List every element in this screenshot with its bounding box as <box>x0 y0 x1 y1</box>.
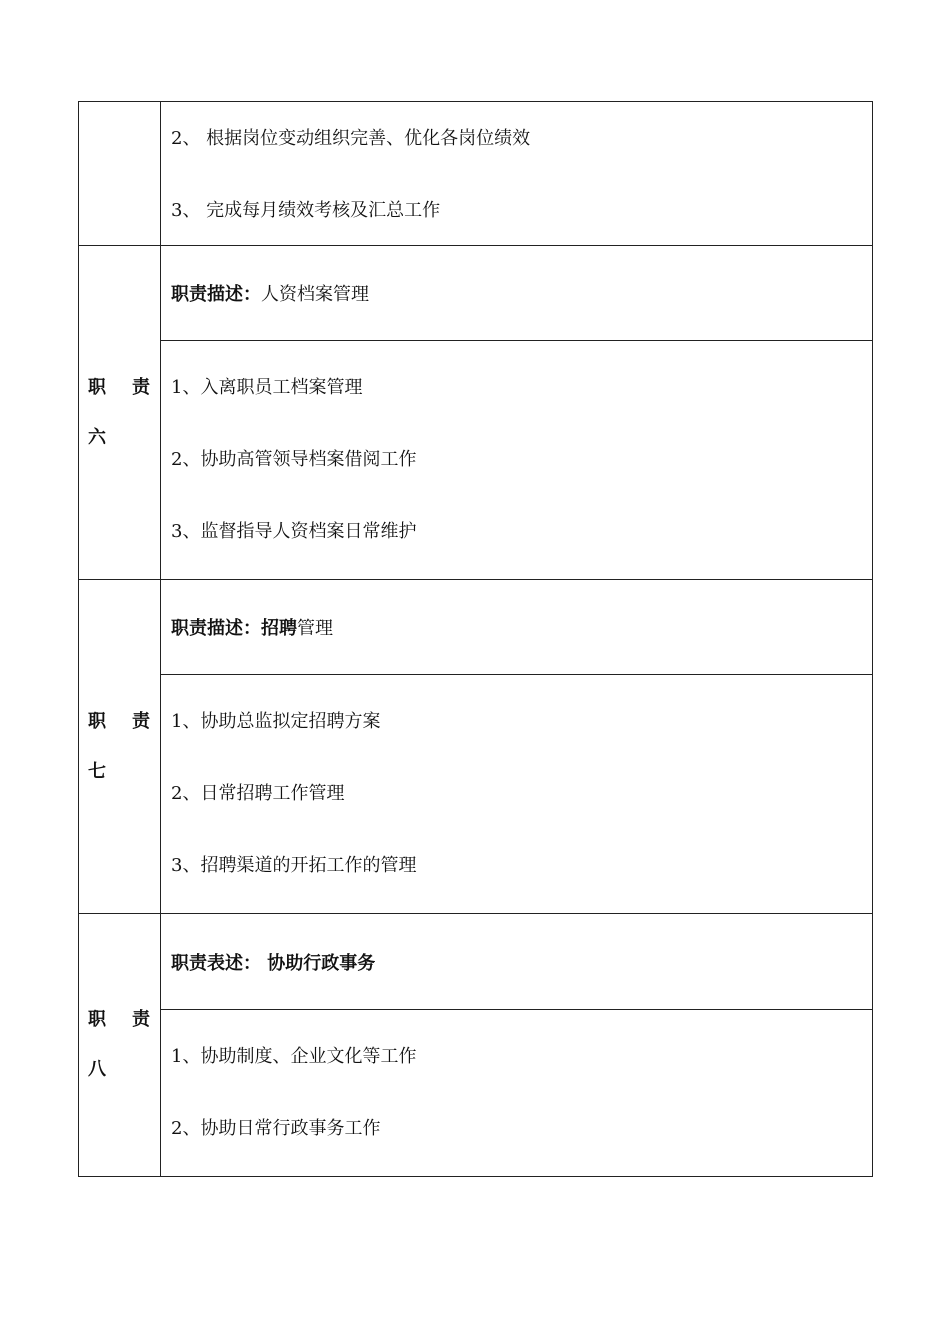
description-text: 人资档案管理 <box>261 284 369 305</box>
list-item: 2、 根据岗位变动组织完善、优化各岗位绩效 <box>171 127 531 149</box>
duty-eight-desc-row <box>79 914 873 1010</box>
continuation-row <box>79 102 873 246</box>
duty-seven-items-row <box>79 675 873 914</box>
duty-seven-label-cell <box>79 580 161 914</box>
duty-eight-items-row <box>79 1010 873 1177</box>
duty-six-items-row <box>79 341 873 580</box>
description-prefix: 职责描述： <box>171 284 261 305</box>
list-item: 2、协助高管领导档案借阅工作 <box>171 449 417 470</box>
duty-eight-label: 职 责 八 <box>88 1009 150 1080</box>
duty-seven-description <box>161 580 873 675</box>
description-text: 管理 <box>297 618 333 639</box>
duty-seven-items <box>161 675 873 914</box>
duty-six-label: 职 责 六 <box>88 376 150 448</box>
duty-eight-description <box>161 914 873 1010</box>
list-item: 2、协助日常行政事务工作 <box>171 1118 381 1139</box>
list-item: 3、招聘渠道的开拓工作的管理 <box>171 855 417 876</box>
empty-label-cell <box>79 102 161 246</box>
duties-table <box>78 101 873 1177</box>
list-item: 1、协助总监拟定招聘方案 <box>171 711 381 732</box>
duty-seven-desc-row <box>79 580 873 675</box>
list-item: 3、监督指导人资档案日常维护 <box>171 521 417 542</box>
list-item: 1、协助制度、企业文化等工作 <box>171 1046 417 1067</box>
description-prefix: 职责表述： 协助行政事务 <box>171 952 376 974</box>
list-item: 2、日常招聘工作管理 <box>171 783 345 804</box>
duty-six-description <box>161 246 873 341</box>
duty-six-items <box>161 341 873 580</box>
duty-seven-label: 职 责 七 <box>88 710 150 782</box>
list-item: 1、入离职员工档案管理 <box>171 377 363 398</box>
duty-six-label-cell <box>79 246 161 580</box>
duty-eight-items <box>161 1010 873 1177</box>
duty-six-desc-row <box>79 246 873 341</box>
duty-eight-label-cell <box>79 914 161 1177</box>
list-item: 3、 完成每月绩效考核及汇总工作 <box>171 199 441 221</box>
continuation-items <box>161 102 873 246</box>
description-prefix: 职责描述：招聘 <box>171 618 297 639</box>
